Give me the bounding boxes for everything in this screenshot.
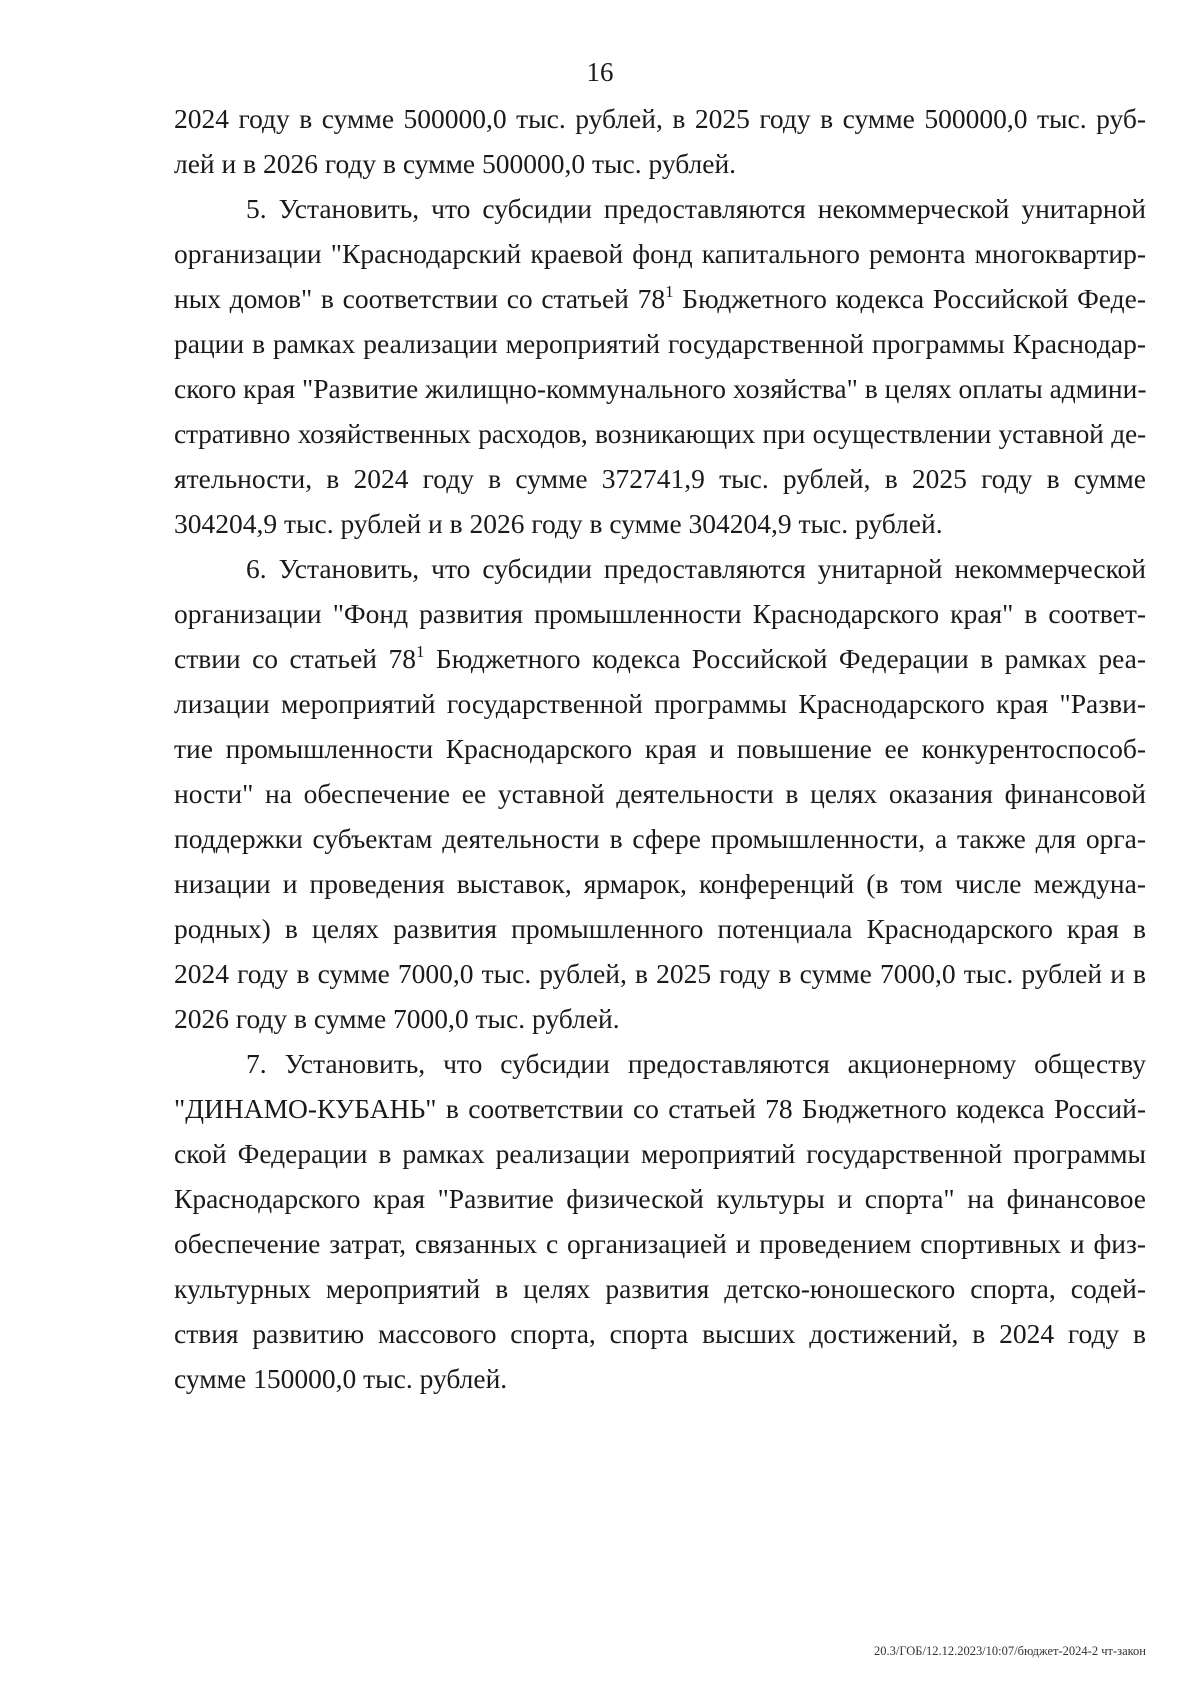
text-line: организации "Краснодарский краевой фонд капитального ремонта многоквартир- [174,238,1146,269]
document-footer-code: 20.3/ГОБ/12.12.2023/10:07/бюджет-2024-2 чт-закон [874,1644,1146,1658]
text-segment: Бюджетного кодекса Российской Федерации в рамках реа- [424,643,1146,674]
text-line: 2026 году в сумме 7000,0 тыс. рублей. [174,1003,620,1034]
text-line: 2024 году в сумме 500000,0 тыс. рублей, в 2025 году в сумме 500000,0 тыс. руб- [174,103,1146,134]
paragraph-6-first-line: 6. Установить, что субсидии предоставляются унитарной некоммерческой [246,553,1146,584]
text-line: ности" на обеспечение ее уставной деятельности в целях оказания финансовой [174,778,1146,809]
text-line: тие промышленности Краснодарского края и повышение ее конкурентоспособ- [174,733,1146,764]
text-line: родных) в целях развития промышленного потенциала Краснодарского края в [174,913,1146,944]
text-line: 2024 году в сумме 7000,0 тыс. рублей, в 2025 году в сумме 7000,0 тыс. рублей и в [174,958,1146,989]
text-line: ской Федерации в рамках реализации мероприятий государственной программы [174,1138,1146,1169]
page-number: 16 [586,57,614,87]
text-line: Краснодарского края "Развитие физической культуры и спорта" на финансовое [174,1183,1146,1214]
text-line: ствия развитию массового спорта, спорта высших достижений, в 2024 году в [174,1318,1146,1349]
text-line [174,639,1146,679]
text-segment: ствии со статьей 78 [174,643,416,674]
text-line: лизации мероприятий государственной программы Краснодарского края "Разви- [174,688,1146,719]
text-line: стративно хозяйственных расходов, возникающих при осуществлении уставной де- [174,418,1146,449]
text-line: ятельности, в 2024 году в сумме 372741,9 тыс. рублей, в 2025 году в сумме [174,463,1146,494]
text-line: "ДИНАМО-КУБАНЬ" в соответствии со статьей 78 Бюджетного кодекса Россий- [174,1093,1146,1124]
text-line: культурных мероприятий в целях развития детско-юношеского спорта, содей- [174,1273,1146,1304]
text-segment: Бюджетного кодекса Российской Феде- [673,283,1146,314]
paragraph-5-first-line: 5. Установить, что субсидии предоставляются некоммерческой унитарной [246,193,1146,224]
text-line: 304204,9 тыс. рублей и в 2026 году в сумме 304204,9 тыс. рублей. [174,508,943,539]
text-line: рации в рамках реализации мероприятий государственной программы Краснодар- [174,328,1146,359]
text-line [174,279,1146,319]
text-line: ского края "Развитие жилищно-коммунального хозяйства" в целях оплаты админи- [174,373,1147,404]
text-line: обеспечение затрат, связанных с организацией и проведением спортивных и физ- [174,1228,1146,1259]
text-line: лей и в 2026 году в сумме 500000,0 тыс. рублей. [174,148,737,179]
superscript: 1 [415,642,425,661]
text-line: низации и проведения выставок, ярмарок, конференций (в том числе междуна- [174,868,1146,899]
text-line: сумме 150000,0 тыс. рублей. [174,1363,508,1394]
text-segment: ных домов" в соответствии со статьей 78 [174,283,666,314]
text-line: поддержки субъектам деятельности в сфере промышленности, а также для орга- [174,823,1146,854]
text-line: организации "Фонд развития промышленности Краснодарского края" в соответ- [174,598,1146,629]
paragraph-7-first-line: 7. Установить, что субсидии предоставляются акционерному обществу [246,1048,1146,1079]
superscript: 1 [665,282,674,301]
